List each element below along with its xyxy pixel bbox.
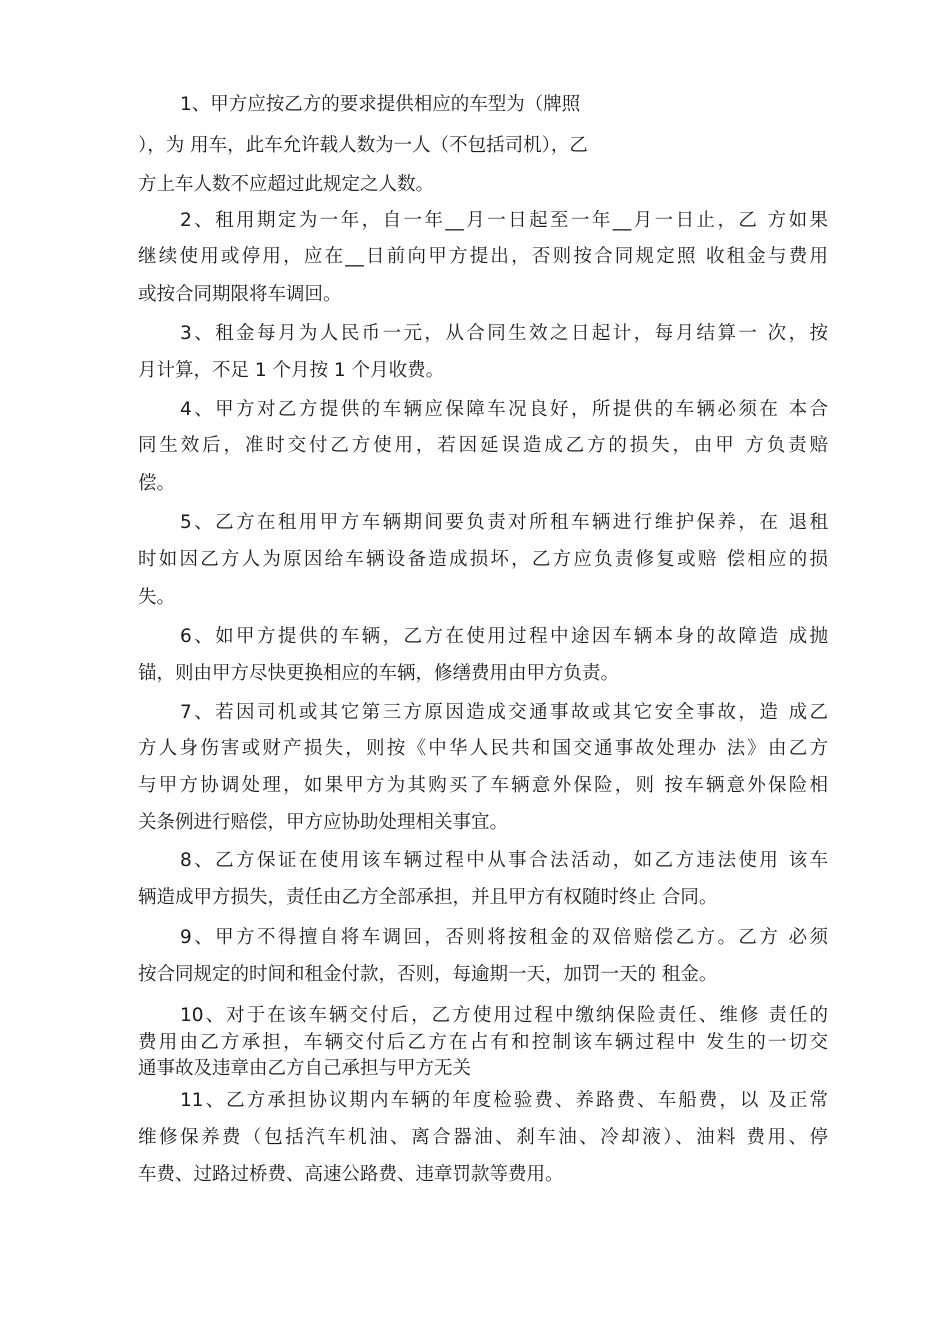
text-line: 5、乙方在租用甲方车辆期间要负责对所租车辆进行维护保养，在 退租 bbox=[180, 512, 828, 533]
text-line: ），为 用车，此车允许载人数为一人（不包括司机），乙 bbox=[138, 135, 588, 156]
text-line: 方人身伤害或财产损失，则按《中华人民共和国交通事故处理办 法》由乙方 bbox=[138, 738, 828, 759]
text-line: 10、对于在该车辆交付后，乙方使用过程中缴纳保险责任、维修 责任的 bbox=[180, 1005, 828, 1026]
text-line: 与甲方协调处理，如果甲方为其购买了车辆意外保险，则 按车辆意外保险相 bbox=[138, 775, 828, 796]
text-line: 11、乙方承担协议期内车辆的年度检验费、养路费、车船费，以 及正常 bbox=[180, 1090, 828, 1111]
text-line: 3、租金每月为人民币一元，从合同生效之日起计，每月结算一 次，按 bbox=[180, 323, 828, 344]
text-line: 8、乙方保证在使用该车辆过程中从事合法活动，如乙方违法使用 该车 bbox=[180, 850, 828, 871]
text-line: 关条例进行赔偿，甲方应协助处理相关事宜。 bbox=[138, 812, 509, 833]
text-line: 时如因乙方人为原因给车辆设备造成损坏，乙方应负责修复或赔 偿相应的损 bbox=[138, 549, 828, 570]
text-line: 维修保养费（包括汽车机油、离合器油、刹车油、冷却液）、油料 费用、停 bbox=[138, 1127, 828, 1148]
text-line: 6、如甲方提供的车辆，乙方在使用过程中途因车辆本身的故障造 成抛 bbox=[180, 626, 828, 647]
text-line: 4、甲方对乙方提供的车辆应保障车况良好，所提供的车辆必须在 本合 bbox=[180, 399, 828, 420]
text-line: 9、甲方不得擅自将车调回，否则将按租金的双倍赔偿乙方。乙方 必须 bbox=[180, 927, 828, 948]
text-line: 2、租用期定为一年，自一年__月一日起至一年__月一日止，乙 方如果 bbox=[180, 210, 828, 231]
text-line: 辆造成甲方损失，责任由乙方全部承担，并且甲方有权随时终止 合同。 bbox=[138, 887, 718, 908]
text-line: 偿。 bbox=[138, 473, 176, 494]
text-line: 车费、过路过桥费、高速公路费、违章罚款等费用。 bbox=[138, 1164, 564, 1185]
text-line: 按合同规定的时间和租金付款，否则，每逾期一天，加罚一天的 租金。 bbox=[138, 964, 718, 985]
text-line: 或按合同期限将车调回。 bbox=[138, 284, 342, 305]
text-line: 方上车人数不应超过此规定之人数。 bbox=[138, 174, 435, 195]
text-line: 锚，则由甲方尽快更换相应的车辆，修缮费用由甲方负责。 bbox=[138, 663, 620, 684]
text-line: 通事故及违章由乙方自己承担与甲方无关 bbox=[138, 1058, 472, 1079]
text-line: 同生效后，准时交付乙方使用，若因延误造成乙方的损失，由甲 方负责赔 bbox=[138, 435, 828, 456]
text-line: 7、若因司机或其它第三方原因造成交通事故或其它安全事故，造 成乙 bbox=[180, 702, 828, 723]
text-line: 失。 bbox=[138, 587, 176, 608]
text-line: 1、甲方应按乙方的要求提供相应的车型为（牌照 bbox=[180, 94, 581, 115]
text-line: 继续使用或停用，应在__日前向甲方提出，否则按合同规定照 收租金与费用 bbox=[138, 246, 828, 267]
text-line: 费用由乙方承担，车辆交付后乙方在占有和控制该车辆过程中 发生的一切交 bbox=[138, 1032, 828, 1053]
text-line: 月计算，不足 1 个月按 1 个月收费。 bbox=[138, 360, 445, 381]
